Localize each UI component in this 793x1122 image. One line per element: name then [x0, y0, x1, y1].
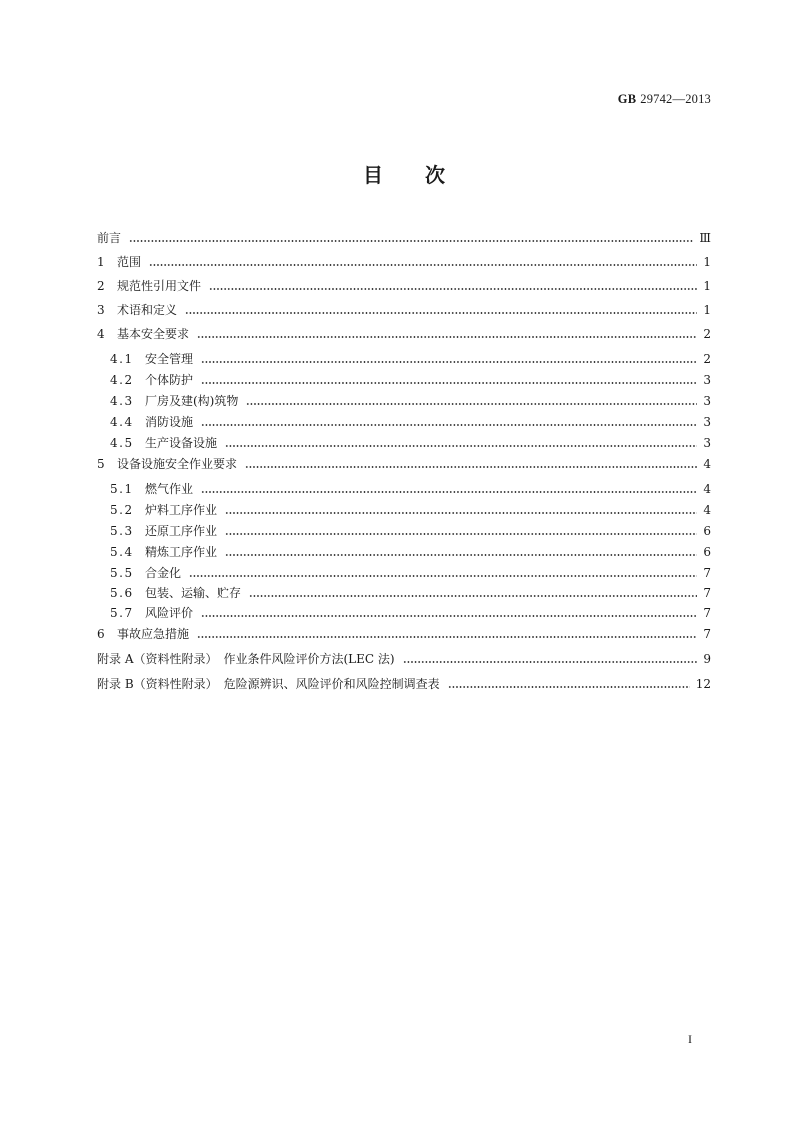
standard-code-prefix: GB — [617, 92, 637, 106]
toc-entry — [110, 435, 711, 451]
dot-leader — [189, 565, 697, 581]
page-title-char-1: 目 — [363, 163, 383, 187]
toc-entry-page: 6 — [703, 545, 711, 559]
toc-entry — [110, 481, 711, 497]
toc-entry-title: 附录 B（资料性附录） 危险源辨识、风险评价和风险控制调查表 — [97, 677, 440, 691]
dot-leader — [149, 254, 697, 270]
dot-leader — [225, 502, 697, 518]
toc-entry-number: 1 — [97, 255, 105, 269]
dot-leader — [201, 351, 697, 367]
toc-entry — [97, 230, 711, 246]
toc-entry-page: 1 — [703, 255, 711, 269]
toc-entry-number: 4.1 — [110, 352, 134, 366]
toc-entry-number: 3 — [97, 303, 105, 317]
dot-leader — [201, 372, 697, 388]
toc-entry-number: 5.7 — [110, 606, 134, 620]
toc-entry-title: 风险评价 — [145, 606, 194, 620]
toc-entry-page: 3 — [703, 415, 711, 429]
toc-entry-number: 4.2 — [110, 373, 134, 387]
toc-entry — [110, 544, 711, 560]
toc-entry-title: 包装、运输、贮存 — [145, 586, 242, 600]
toc-entry — [97, 278, 711, 294]
toc-entry-number: 4 — [97, 327, 105, 341]
toc-entry-number: 4.4 — [110, 415, 134, 429]
toc-entry-title: 还原工序作业 — [145, 524, 218, 538]
toc-entry — [110, 372, 711, 388]
toc-entry-title: 设备设施安全作业要求 — [117, 457, 238, 471]
toc-entry-title: 附录 A（资料性附录） 作业条件风险评价方法(LEC 法) — [97, 652, 395, 666]
dot-leader — [209, 278, 697, 294]
dot-leader — [403, 651, 697, 667]
toc-entry-page: 7 — [703, 627, 711, 641]
toc-entry-page: 6 — [703, 524, 711, 538]
toc-entry-page: 2 — [703, 352, 711, 366]
toc-entry-page: Ⅲ — [699, 231, 711, 245]
dot-leader — [201, 414, 697, 430]
toc-entry — [97, 651, 711, 667]
toc-entry-number: 5.6 — [110, 586, 134, 600]
dot-leader — [197, 626, 697, 642]
toc-entry-number: 2 — [97, 279, 105, 293]
toc-entry-page: 4 — [703, 482, 711, 496]
toc-entry — [110, 523, 711, 539]
toc-entry — [110, 393, 711, 409]
toc-entry-title: 术语和定义 — [117, 303, 178, 317]
toc-entry-number: 4.5 — [110, 436, 134, 450]
dot-leader — [225, 544, 697, 560]
toc-entry-page: 1 — [703, 303, 711, 317]
toc-entry-page: 7 — [703, 606, 711, 620]
toc-entry — [110, 351, 711, 367]
toc-entry-number: 5.4 — [110, 545, 134, 559]
toc-entry-page: 3 — [703, 373, 711, 387]
toc-entry-title: 事故应急措施 — [117, 627, 190, 641]
toc-entry — [97, 456, 711, 472]
toc-entry-page: 1 — [703, 279, 711, 293]
toc-entry-number: 5.2 — [110, 503, 134, 517]
toc-entry-page: 7 — [703, 586, 711, 600]
toc-entry-title: 前言 — [97, 231, 122, 245]
toc-entry — [110, 565, 711, 581]
toc-entry — [97, 326, 711, 342]
toc-entry-page: 7 — [703, 566, 711, 580]
toc-entry — [110, 502, 711, 518]
toc-entry — [97, 676, 711, 692]
toc-entry-title: 基本安全要求 — [117, 327, 190, 341]
toc-entry-page: 9 — [703, 652, 711, 666]
toc-entry-title: 生产设备设施 — [145, 436, 218, 450]
page-title-char-2: 次 — [425, 163, 445, 187]
toc-entry-page: 3 — [703, 436, 711, 450]
page-number: I — [688, 1032, 692, 1046]
standard-code-number: 29742—2013 — [640, 92, 711, 106]
toc-entry — [97, 626, 711, 642]
dot-leader — [225, 523, 697, 539]
toc-entry-title: 合金化 — [145, 566, 182, 580]
toc-entry — [97, 254, 711, 270]
dot-leader — [197, 326, 697, 342]
toc-entry-number: 5.1 — [110, 482, 134, 496]
toc-entry-title: 消防设施 — [145, 415, 194, 429]
toc-entry-page: 12 — [695, 677, 711, 691]
dot-leader — [185, 302, 697, 318]
dot-leader — [448, 676, 690, 692]
toc-entry-title: 燃气作业 — [145, 482, 194, 496]
toc-entry-number: 5.3 — [110, 524, 134, 538]
toc-entry-title: 厂房及建(构)筑物 — [145, 394, 239, 408]
dot-leader — [201, 605, 697, 621]
dot-leader — [225, 435, 697, 451]
toc-entry-page: 2 — [703, 327, 711, 341]
standard-code — [618, 92, 711, 107]
dot-leader — [245, 456, 697, 472]
toc-entry-title: 范围 — [117, 255, 142, 269]
toc-entry-title: 规范性引用文件 — [117, 279, 202, 293]
toc-entry-title: 个体防护 — [145, 373, 194, 387]
toc-entry-number: 6 — [97, 627, 105, 641]
toc-entry-number: 4.3 — [110, 394, 134, 408]
dot-leader — [249, 585, 697, 601]
toc-entry-title: 精炼工序作业 — [145, 545, 218, 559]
toc-entry-title: 炉料工序作业 — [145, 503, 218, 517]
toc-entry-page: 3 — [703, 394, 711, 408]
dot-leader — [129, 230, 693, 246]
toc-entry — [97, 302, 711, 318]
toc-entry — [110, 414, 711, 430]
toc-entry — [110, 585, 711, 601]
toc-entry — [110, 605, 711, 621]
toc-entry-number: 5 — [97, 457, 105, 471]
toc-entry-number: 5.5 — [110, 566, 134, 580]
toc-entry-page: 4 — [703, 503, 711, 517]
toc-entry-title: 安全管理 — [145, 352, 194, 366]
dot-leader — [246, 393, 697, 409]
toc-entry-page: 4 — [703, 457, 711, 471]
dot-leader — [201, 481, 697, 497]
